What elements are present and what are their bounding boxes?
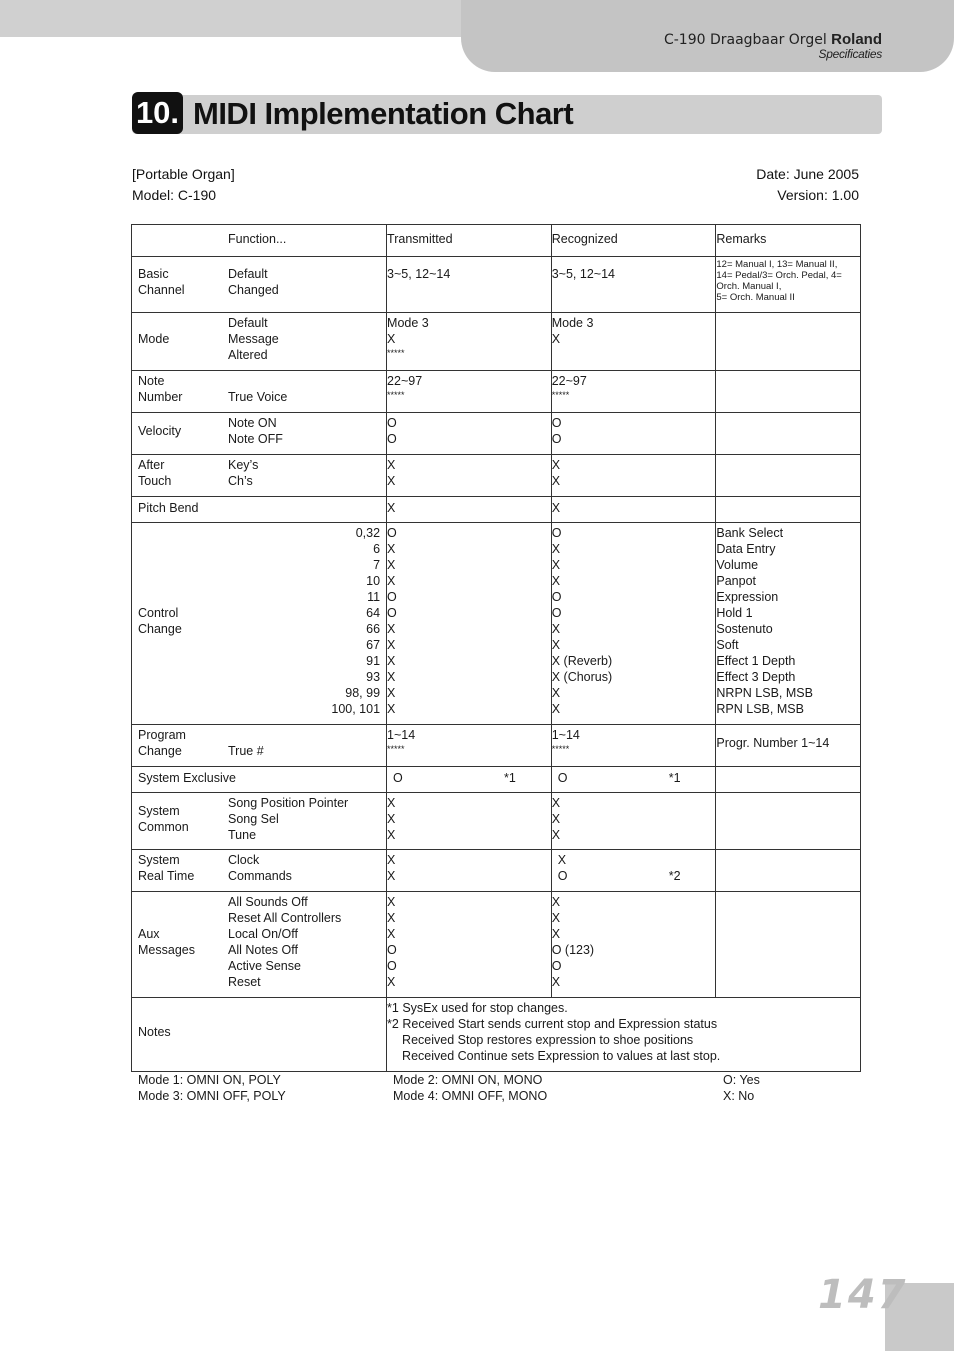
remark-line: Hold 1 <box>716 606 753 620</box>
chapter-title: MIDI Implementation Chart <box>193 96 574 131</box>
remark-line: 12= Manual I, 13= Manual II, <box>716 259 838 270</box>
note-line: *2 Received Start sends current stop and Expression status <box>387 1017 718 1031</box>
value-line: X <box>387 542 396 556</box>
cc-number: 10 <box>366 574 381 588</box>
value-line: X <box>551 622 561 636</box>
row-label: Change <box>138 744 182 758</box>
value-line: O (123) <box>551 943 595 957</box>
recognized-value <box>551 371 716 413</box>
table-row <box>132 767 861 793</box>
transmitted-value <box>387 413 552 455</box>
value-line: X <box>387 812 396 826</box>
value-line: X <box>551 458 561 472</box>
cc-number: 98, 99 <box>345 686 381 700</box>
header-recognized: Recognized <box>551 225 716 257</box>
value-line: O <box>387 606 397 620</box>
table-row <box>132 725 861 767</box>
value-line: X <box>551 332 561 346</box>
value-line: ***** <box>387 390 405 400</box>
table-row <box>132 793 861 850</box>
row-sublabel: Tune <box>228 828 257 842</box>
cc-number-list <box>331 525 380 717</box>
remark-line: Bank Select <box>716 526 784 540</box>
note-line: Received Continue sets Expression to values at last stop. <box>402 1049 721 1063</box>
recognized-value <box>551 455 716 497</box>
header-title <box>664 31 882 48</box>
section-subtitle: Specificaties <box>818 47 882 61</box>
table-row <box>132 371 861 413</box>
recognized-value <box>551 413 716 455</box>
yes-legend: O: Yes <box>723 1073 760 1087</box>
value-line: X <box>387 895 396 909</box>
cc-number: 66 <box>366 622 381 636</box>
table-row <box>132 497 861 523</box>
table-row <box>132 850 861 892</box>
cc-number: 93 <box>366 670 381 684</box>
value-line: X <box>387 702 396 716</box>
value-line: X <box>557 853 567 867</box>
notes-text <box>387 998 861 1072</box>
meta-product: [Portable Organ] <box>132 166 235 182</box>
value-line: ***** <box>551 390 570 400</box>
table-row <box>132 413 861 455</box>
transmitted-value <box>387 767 552 793</box>
transmitted-value <box>387 313 552 371</box>
recognized-value <box>551 793 716 850</box>
remark-line: NRPN LSB, MSB <box>716 686 813 700</box>
recognized-value <box>551 767 716 793</box>
row-sublabel: All Notes Off <box>228 943 298 957</box>
row-label: System <box>138 804 180 818</box>
row-label: System <box>138 853 180 867</box>
value-line: 22~97 <box>551 374 587 388</box>
value-line: O <box>557 869 568 883</box>
value-line: X <box>387 574 396 588</box>
row-label: Channel <box>138 283 185 297</box>
row-label: System Exclusive <box>138 771 236 785</box>
row-sublabel: Active Sense <box>228 959 301 973</box>
value-line: 1~14 <box>551 728 580 742</box>
row-sublabel: Song Sel <box>228 812 279 826</box>
value-line: O <box>551 590 562 604</box>
remarks-value <box>716 523 861 725</box>
transmitted-value <box>387 725 552 767</box>
row-sublabel: Reset <box>228 975 261 989</box>
cc-number: 0,32 <box>355 526 381 540</box>
remark-line: 5= Orch. Manual II <box>716 292 795 303</box>
remarks-value <box>716 257 861 313</box>
value-line: O <box>387 416 397 430</box>
row-label: Pitch Bend <box>138 501 199 515</box>
recognized-value <box>551 313 716 371</box>
value-line: X <box>551 702 561 716</box>
value-line: X <box>387 911 396 925</box>
value-line: ***** <box>387 744 405 754</box>
cc-number: 100, 101 <box>331 702 381 716</box>
value-line: X <box>551 638 561 652</box>
remark-line: Effect 3 Depth <box>716 670 796 684</box>
table-row <box>132 455 861 497</box>
row-sublabel: Song Position Pointer <box>228 796 349 810</box>
value-line: X (Reverb) <box>551 654 613 668</box>
midi-implementation-table <box>131 224 861 1072</box>
row-label: After <box>138 458 165 472</box>
cc-number: 67 <box>366 638 381 652</box>
value-line: X <box>387 638 396 652</box>
value-line: X <box>387 458 396 472</box>
table-row <box>132 523 861 725</box>
cc-number: 7 <box>373 558 381 572</box>
value-line: X <box>387 975 396 989</box>
value-line: O <box>551 432 562 446</box>
row-label: Program <box>138 728 186 742</box>
value-line: O <box>393 771 403 785</box>
transmitted-value <box>387 892 552 998</box>
value-line: O <box>551 959 562 973</box>
remarks-value <box>716 455 861 497</box>
row-label: Note <box>138 374 165 388</box>
note-line: Received Stop restores expression to shoe positions <box>402 1033 694 1047</box>
value-line: X <box>551 542 561 556</box>
row-sublabel: Key’s <box>228 458 259 472</box>
value-line: X <box>551 474 561 488</box>
row-sublabel: Ch’s <box>228 474 253 488</box>
value-line: X <box>387 474 396 488</box>
header-transmitted: Transmitted <box>387 225 552 257</box>
value-line: O <box>387 959 397 973</box>
value-line: X <box>551 558 561 572</box>
row-sublabel: True # <box>228 744 264 758</box>
control-change-function <box>132 523 387 725</box>
table-row <box>132 313 861 371</box>
value-line: X <box>551 574 561 588</box>
row-sublabel: Clock <box>228 853 260 867</box>
row-sublabel: Message <box>228 332 279 346</box>
value-line: X (Chorus) <box>551 670 613 684</box>
cc-number: 64 <box>366 606 381 620</box>
row-sublabel: Reset All Controllers <box>228 911 342 925</box>
value-line: O <box>387 432 397 446</box>
header-function: Function... <box>228 232 287 246</box>
table-header-row <box>132 225 861 257</box>
table-row <box>132 892 861 998</box>
row-sublabel: True Voice <box>228 390 288 404</box>
value-line: O <box>551 416 562 430</box>
value-line: X <box>551 911 561 925</box>
value-line: X <box>387 622 396 636</box>
mode-1-legend: Mode 1: OMNI ON, POLY <box>138 1073 281 1087</box>
remarks-value <box>716 497 861 523</box>
value-line: X <box>387 927 396 941</box>
cc-number: 6 <box>373 542 381 556</box>
remarks-value <box>716 892 861 998</box>
value-line: X <box>387 686 396 700</box>
transmitted-value <box>387 850 552 892</box>
value-line: X <box>387 670 396 684</box>
recognized-value: X <box>551 497 716 523</box>
row-label: Notes <box>138 1025 171 1039</box>
meta-version: Version: 1.00 <box>777 187 859 203</box>
transmitted-value <box>387 371 552 413</box>
table-row <box>132 998 861 1072</box>
remark-line: Expression <box>716 590 779 604</box>
row-sublabel: Changed <box>228 283 279 297</box>
remark-line: Effect 1 Depth <box>716 654 796 668</box>
brand-logo: Roland <box>831 31 882 48</box>
value-line: X <box>387 332 396 346</box>
row-label: Touch <box>138 474 172 488</box>
value-line: O <box>551 526 562 540</box>
row-sublabel: Note OFF <box>228 432 283 446</box>
meta-model: Model: C-190 <box>132 187 217 203</box>
recognized-value <box>551 725 716 767</box>
value-line: Mode 3 <box>551 316 594 330</box>
value-line: ***** <box>551 744 570 754</box>
remark-line: Volume <box>716 558 759 572</box>
value-line: X <box>551 828 561 842</box>
footnote-ref: *1 <box>668 771 681 785</box>
row-label: Common <box>138 820 189 834</box>
remark-line: RPN LSB, MSB <box>716 702 804 716</box>
value-line: X <box>387 654 396 668</box>
remark-line: Data Entry <box>716 542 776 556</box>
row-sublabel: Default <box>228 267 268 281</box>
recognized-value <box>551 892 716 998</box>
value-line: 1~14 <box>387 728 416 742</box>
cc-number: 91 <box>366 654 381 668</box>
value-line: X <box>387 558 396 572</box>
remarks-value <box>716 413 861 455</box>
footnote-ref: *1 <box>504 771 516 785</box>
value-line: O <box>387 526 397 540</box>
row-sublabel: Local On/Off <box>228 927 298 941</box>
row-label: Number <box>138 390 183 404</box>
value-line: 22~97 <box>387 374 423 388</box>
value-line: X <box>551 812 561 826</box>
row-label: Mode <box>138 332 170 346</box>
transmitted-value <box>387 523 552 725</box>
mode-4-legend: Mode 4: OMNI OFF, MONO <box>393 1089 548 1103</box>
row-sublabel: Commands <box>228 869 292 883</box>
value-line: X <box>551 796 561 810</box>
remarks-value <box>716 313 861 371</box>
value-line: Mode 3 <box>387 316 429 330</box>
product-name: C-190 Draagbaar Orgel <box>663 32 827 48</box>
value-line: X <box>387 869 396 883</box>
no-legend: X: No <box>723 1089 755 1103</box>
remarks-value <box>716 371 861 413</box>
remark-line: Soft <box>716 638 739 652</box>
remark-line: Sostenuto <box>716 622 773 636</box>
value-line: O <box>551 606 562 620</box>
remark-line: Orch. Manual I, <box>716 281 782 292</box>
row-label: Velocity <box>138 424 182 438</box>
mode-2-legend: Mode 2: OMNI ON, MONO <box>393 1073 543 1087</box>
row-sublabel: All Sounds Off <box>228 895 308 909</box>
recognized-value: 3~5, 12~14 <box>551 257 716 313</box>
value-line: X <box>387 853 396 867</box>
remark-line: 14= Pedal/3= Orch. Pedal, 4= <box>716 270 842 281</box>
recognized-value <box>551 523 716 725</box>
row-label: Real Time <box>138 869 195 883</box>
row-sublabel: Default <box>228 316 268 330</box>
row-sublabel: Note ON <box>228 416 277 430</box>
value-line: X <box>387 796 396 810</box>
row-label: Basic <box>138 267 169 281</box>
remarks-value <box>716 850 861 892</box>
row-label: Control <box>138 606 179 620</box>
page-number: 147 <box>818 1272 908 1318</box>
row-label: Aux <box>138 927 160 941</box>
remark-line: Panpot <box>716 574 757 588</box>
meta-date: Date: June 2005 <box>756 166 859 182</box>
transmitted-value: 3~5, 12~14 <box>387 257 552 313</box>
row-label: Messages <box>138 943 195 957</box>
remarks-value <box>716 793 861 850</box>
table-row <box>132 257 861 313</box>
header-remarks: Remarks <box>716 225 861 257</box>
value-line: X <box>387 828 396 842</box>
value-line: ***** <box>387 348 405 358</box>
transmitted-value <box>387 455 552 497</box>
mode-3-legend: Mode 3: OMNI OFF, POLY <box>138 1089 286 1103</box>
footnote-ref: *2 <box>668 869 681 883</box>
value-line: X <box>551 686 561 700</box>
value-line: X <box>551 975 561 989</box>
value-line: O <box>387 590 397 604</box>
value-line: O <box>387 943 397 957</box>
chapter-number: 10. <box>132 92 183 134</box>
row-sublabel: Altered <box>228 348 268 362</box>
value-line: X <box>551 927 561 941</box>
value-line: O <box>557 771 568 785</box>
remarks-value: Progr. Number 1~14 <box>716 725 861 767</box>
note-line: *1 SysEx used for stop changes. <box>387 1001 568 1015</box>
row-label: Change <box>138 622 182 636</box>
recognized-value <box>551 850 716 892</box>
remarks-value <box>716 767 861 793</box>
cc-number: 11 <box>367 590 381 604</box>
value-line: X <box>551 895 561 909</box>
transmitted-value <box>387 793 552 850</box>
transmitted-value: X <box>387 497 552 523</box>
